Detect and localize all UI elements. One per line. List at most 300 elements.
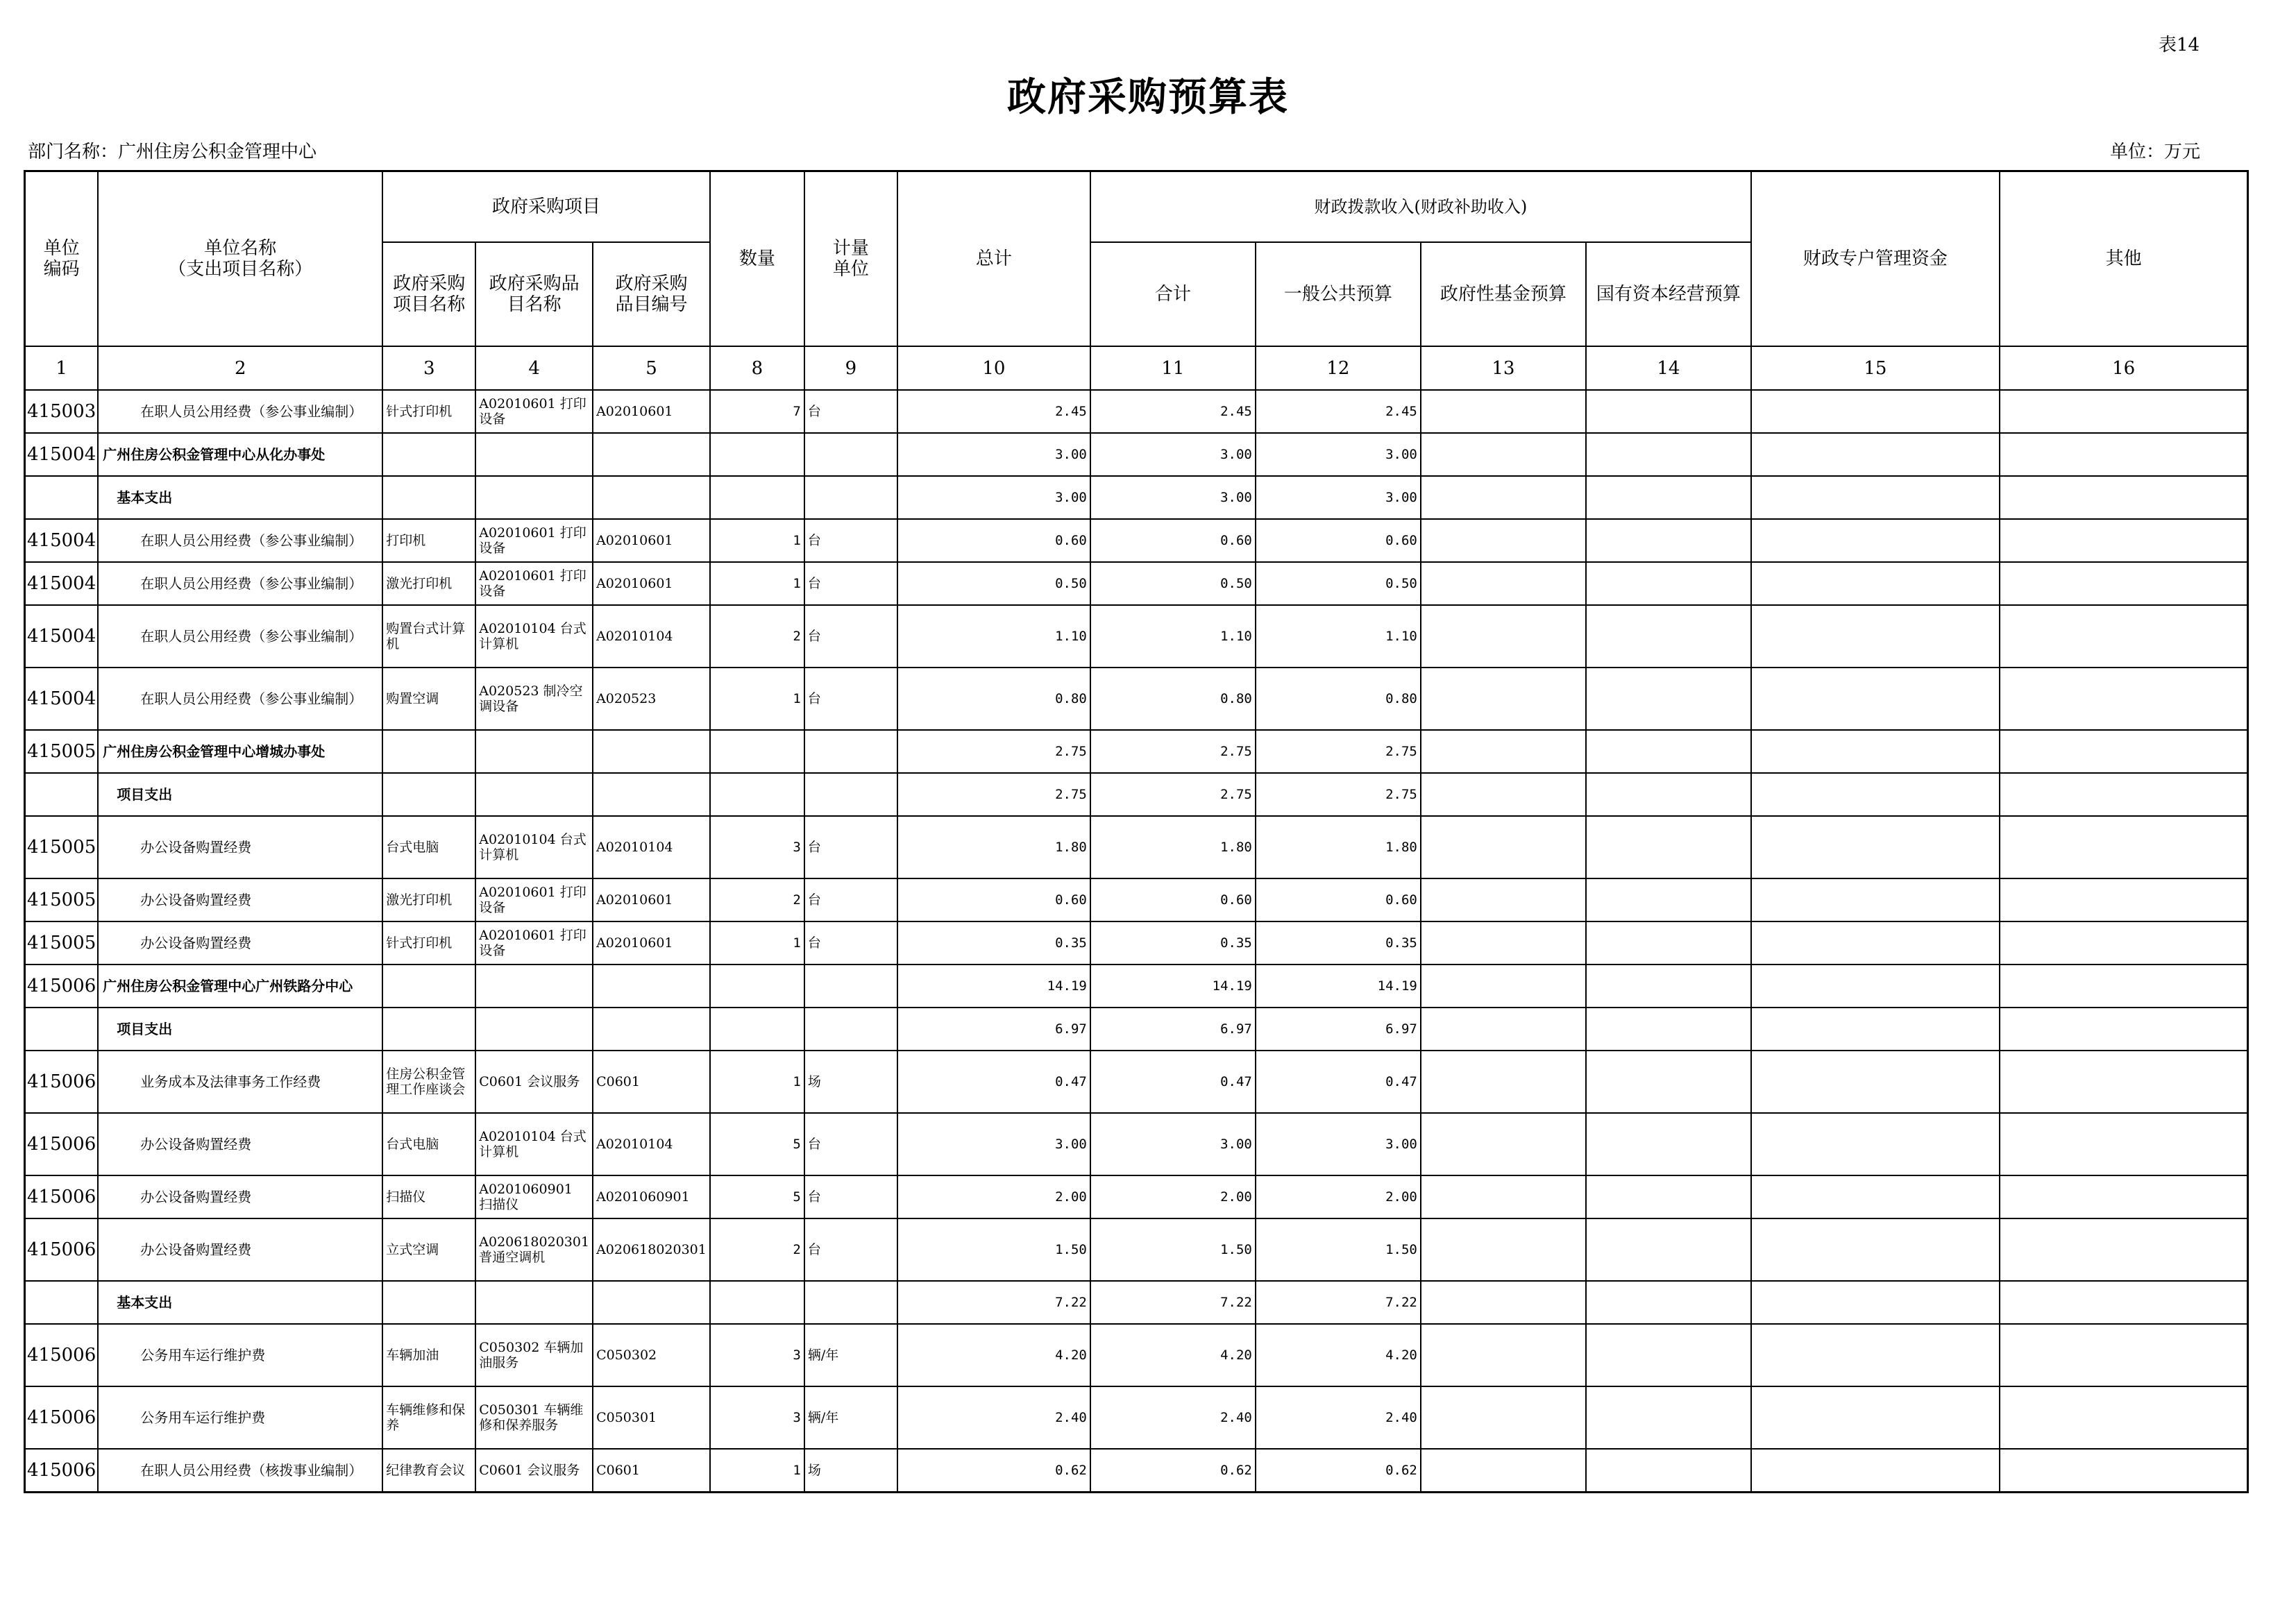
special-account-cell bbox=[1751, 878, 2000, 921]
proc-item-cell: 立式空调 bbox=[382, 1218, 475, 1281]
quantity-cell bbox=[710, 1281, 804, 1324]
quantity-cell: 7 bbox=[710, 390, 804, 433]
special-account-cell bbox=[1751, 1324, 2000, 1386]
special-account-cell bbox=[1751, 1113, 2000, 1175]
general-budget-cell: 3.00 bbox=[1256, 476, 1421, 519]
measure-unit-cell bbox=[804, 965, 897, 1008]
total-cell: 1.50 bbox=[897, 1218, 1090, 1281]
proc-category-cell bbox=[475, 433, 593, 476]
quantity-cell: 2 bbox=[710, 1218, 804, 1281]
subtotal-cell: 14.19 bbox=[1090, 965, 1256, 1008]
total-cell: 14.19 bbox=[897, 965, 1090, 1008]
special-account-cell bbox=[1751, 1281, 2000, 1324]
proc-item-cell: 激光打印机 bbox=[382, 562, 475, 605]
total-cell: 2.75 bbox=[897, 773, 1090, 816]
proc-category-cell bbox=[475, 476, 593, 519]
proc-item-cell: 台式电脑 bbox=[382, 816, 475, 878]
measure-unit-cell bbox=[804, 433, 897, 476]
state-capital-cell bbox=[1586, 1175, 1751, 1218]
proc-category-cell: C0601 会议服务 bbox=[475, 1449, 593, 1492]
table-row bbox=[25, 519, 2248, 562]
state-capital-cell bbox=[1586, 816, 1751, 878]
subtotal-cell: 2.00 bbox=[1090, 1175, 1256, 1218]
state-capital-cell bbox=[1586, 1281, 1751, 1324]
unit-code-cell: 415004 bbox=[25, 562, 99, 605]
other-cell bbox=[2000, 1051, 2248, 1113]
subtotal-cell: 4.20 bbox=[1090, 1324, 1256, 1386]
page-title: 政府采购预算表 bbox=[1007, 75, 1289, 120]
unit-code-cell: 415006 bbox=[25, 1324, 99, 1386]
proc-code-cell bbox=[593, 433, 710, 476]
total-cell: 0.80 bbox=[897, 668, 1090, 730]
unit-name-cell: 广州住房公积金管理中心广州铁路分中心 bbox=[98, 965, 382, 1008]
subtotal-cell: 3.00 bbox=[1090, 476, 1256, 519]
unit-label: 单位：万元 bbox=[2110, 142, 2201, 162]
proc-code-cell bbox=[593, 773, 710, 816]
special-account-cell bbox=[1751, 519, 2000, 562]
unit-code-cell: 415005 bbox=[25, 878, 99, 921]
unit-code-cell bbox=[25, 773, 99, 816]
subtotal-cell: 6.97 bbox=[1090, 1008, 1256, 1051]
other-cell bbox=[2000, 965, 2248, 1008]
gov-fund-cell bbox=[1421, 1386, 1586, 1449]
subtotal-cell: 3.00 bbox=[1090, 1113, 1256, 1175]
proc-category-cell: C050302 车辆加油服务 bbox=[475, 1324, 593, 1386]
measure-unit-cell: 台 bbox=[804, 390, 897, 433]
proc-code-cell: A02010601 bbox=[593, 878, 710, 921]
table-row bbox=[25, 1175, 2248, 1218]
general-budget-cell: 2.75 bbox=[1256, 773, 1421, 816]
measure-unit-cell bbox=[804, 1008, 897, 1051]
table-row bbox=[25, 921, 2248, 965]
proc-category-cell: A02010601 打印设备 bbox=[475, 390, 593, 433]
header-fiscal-income: 财政拨款收入(财政补助收入) bbox=[1090, 171, 1751, 243]
measure-unit-cell bbox=[804, 1281, 897, 1324]
unit-code-cell: 415004 bbox=[25, 668, 99, 730]
column-number: 4 bbox=[475, 346, 593, 390]
general-budget-cell: 2.40 bbox=[1256, 1386, 1421, 1449]
measure-unit-cell bbox=[804, 730, 897, 773]
quantity-cell: 1 bbox=[710, 668, 804, 730]
subtotal-cell: 2.40 bbox=[1090, 1386, 1256, 1449]
unit-code-cell: 415004 bbox=[25, 433, 99, 476]
subtotal-cell: 0.60 bbox=[1090, 878, 1256, 921]
proc-category-cell: A02010104 台式计算机 bbox=[475, 816, 593, 878]
state-capital-cell bbox=[1586, 668, 1751, 730]
proc-item-cell: 激光打印机 bbox=[382, 878, 475, 921]
measure-unit-cell: 台 bbox=[804, 562, 897, 605]
measure-unit-cell: 台 bbox=[804, 878, 897, 921]
general-budget-cell: 2.75 bbox=[1256, 730, 1421, 773]
table-row bbox=[25, 816, 2248, 878]
quantity-cell: 1 bbox=[710, 1449, 804, 1492]
proc-category-cell: A02010601 打印设备 bbox=[475, 519, 593, 562]
gov-fund-cell bbox=[1421, 1449, 1586, 1492]
proc-item-cell bbox=[382, 476, 475, 519]
header-state-capital-budget: 国有资本经营预算 bbox=[1586, 242, 1751, 346]
proc-category-cell: A02010104 台式计算机 bbox=[475, 605, 593, 668]
gov-fund-cell bbox=[1421, 730, 1586, 773]
proc-code-cell: A02010601 bbox=[593, 519, 710, 562]
special-account-cell bbox=[1751, 1218, 2000, 1281]
proc-category-cell: C0601 会议服务 bbox=[475, 1051, 593, 1113]
unit-name-cell: 广州住房公积金管理中心从化办事处 bbox=[98, 433, 382, 476]
table-row bbox=[25, 965, 2248, 1008]
other-cell bbox=[2000, 878, 2248, 921]
proc-category-cell: A020618020301 普通空调机 bbox=[475, 1218, 593, 1281]
subtotal-cell: 0.35 bbox=[1090, 921, 1256, 965]
other-cell bbox=[2000, 1008, 2248, 1051]
general-budget-cell: 0.80 bbox=[1256, 668, 1421, 730]
table-row bbox=[25, 605, 2248, 668]
proc-category-cell: A02010601 打印设备 bbox=[475, 878, 593, 921]
table-row bbox=[25, 1008, 2248, 1051]
proc-code-cell: C050301 bbox=[593, 1386, 710, 1449]
state-capital-cell bbox=[1586, 605, 1751, 668]
column-number: 9 bbox=[804, 346, 897, 390]
header-gov-procurement: 政府采购项目 bbox=[382, 171, 710, 243]
other-cell bbox=[2000, 1281, 2248, 1324]
total-cell: 0.60 bbox=[897, 878, 1090, 921]
proc-code-cell: A02010104 bbox=[593, 816, 710, 878]
general-budget-cell: 7.22 bbox=[1256, 1281, 1421, 1324]
column-number: 8 bbox=[710, 346, 804, 390]
state-capital-cell bbox=[1586, 773, 1751, 816]
gov-fund-cell bbox=[1421, 878, 1586, 921]
quantity-cell bbox=[710, 730, 804, 773]
header-special-account: 财政专户管理资金 bbox=[1751, 171, 2000, 347]
column-number-row bbox=[25, 346, 2248, 390]
subtotal-cell: 1.10 bbox=[1090, 605, 1256, 668]
header-subtotal: 合计 bbox=[1090, 242, 1256, 346]
procurement-budget-table bbox=[24, 170, 2249, 1493]
total-cell: 0.50 bbox=[897, 562, 1090, 605]
measure-unit-cell: 台 bbox=[804, 668, 897, 730]
other-cell bbox=[2000, 1324, 2248, 1386]
proc-code-cell: A02010601 bbox=[593, 390, 710, 433]
gov-fund-cell bbox=[1421, 605, 1586, 668]
special-account-cell bbox=[1751, 773, 2000, 816]
unit-code-cell: 415006 bbox=[25, 1386, 99, 1449]
proc-code-cell bbox=[593, 730, 710, 773]
subtotal-cell: 1.80 bbox=[1090, 816, 1256, 878]
subtotal-cell: 0.80 bbox=[1090, 668, 1256, 730]
unit-name-cell: 基本支出 bbox=[98, 1281, 382, 1324]
proc-category-cell: A0201060901 扫描仪 bbox=[475, 1175, 593, 1218]
proc-item-cell: 针式打印机 bbox=[382, 921, 475, 965]
proc-item-cell bbox=[382, 1008, 475, 1051]
unit-code-cell: 415006 bbox=[25, 1175, 99, 1218]
table-row bbox=[25, 1324, 2248, 1386]
total-cell: 2.75 bbox=[897, 730, 1090, 773]
header-other: 其他 bbox=[2000, 171, 2248, 347]
proc-category-cell: C050301 车辆维修和保养服务 bbox=[475, 1386, 593, 1449]
total-cell: 2.40 bbox=[897, 1386, 1090, 1449]
total-cell: 2.00 bbox=[897, 1175, 1090, 1218]
proc-category-cell: A02010104 台式计算机 bbox=[475, 1113, 593, 1175]
general-budget-cell: 6.97 bbox=[1256, 1008, 1421, 1051]
quantity-cell: 1 bbox=[710, 921, 804, 965]
proc-item-cell: 车辆加油 bbox=[382, 1324, 475, 1386]
table-number: 表14 bbox=[2159, 35, 2200, 56]
quantity-cell bbox=[710, 433, 804, 476]
table-row bbox=[25, 668, 2248, 730]
proc-code-cell: C050302 bbox=[593, 1324, 710, 1386]
total-cell: 0.35 bbox=[897, 921, 1090, 965]
unit-name-cell: 办公设备购置经费 bbox=[98, 816, 382, 878]
total-cell: 6.97 bbox=[897, 1008, 1090, 1051]
quantity-cell bbox=[710, 476, 804, 519]
special-account-cell bbox=[1751, 562, 2000, 605]
special-account-cell bbox=[1751, 390, 2000, 433]
gov-fund-cell bbox=[1421, 668, 1586, 730]
state-capital-cell bbox=[1586, 1218, 1751, 1281]
unit-code-cell: 415004 bbox=[25, 519, 99, 562]
header-proc-item-name: 政府采购 项目名称 bbox=[382, 242, 475, 346]
column-number: 16 bbox=[2000, 346, 2248, 390]
unit-code-cell bbox=[25, 1008, 99, 1051]
gov-fund-cell bbox=[1421, 921, 1586, 965]
unit-code-cell: 415006 bbox=[25, 1113, 99, 1175]
unit-code-cell: 415005 bbox=[25, 816, 99, 878]
general-budget-cell: 2.00 bbox=[1256, 1175, 1421, 1218]
unit-code-cell: 415004 bbox=[25, 605, 99, 668]
state-capital-cell bbox=[1586, 965, 1751, 1008]
proc-code-cell: A0201060901 bbox=[593, 1175, 710, 1218]
subtotal-cell: 7.22 bbox=[1090, 1281, 1256, 1324]
state-capital-cell bbox=[1586, 390, 1751, 433]
table-body bbox=[25, 390, 2248, 1492]
gov-fund-cell bbox=[1421, 476, 1586, 519]
special-account-cell bbox=[1751, 730, 2000, 773]
table-row bbox=[25, 1449, 2248, 1492]
state-capital-cell bbox=[1586, 1051, 1751, 1113]
total-cell: 0.62 bbox=[897, 1449, 1090, 1492]
other-cell bbox=[2000, 1386, 2248, 1449]
proc-code-cell: C0601 bbox=[593, 1449, 710, 1492]
header-general-budget: 一般公共预算 bbox=[1256, 242, 1421, 346]
total-cell: 3.00 bbox=[897, 1113, 1090, 1175]
subtotal-cell: 2.75 bbox=[1090, 773, 1256, 816]
unit-code-cell bbox=[25, 1281, 99, 1324]
special-account-cell bbox=[1751, 1175, 2000, 1218]
quantity-cell: 2 bbox=[710, 878, 804, 921]
general-budget-cell: 0.50 bbox=[1256, 562, 1421, 605]
state-capital-cell bbox=[1586, 476, 1751, 519]
total-cell: 3.00 bbox=[897, 476, 1090, 519]
special-account-cell bbox=[1751, 965, 2000, 1008]
unit-name-cell: 业务成本及法律事务工作经费 bbox=[98, 1051, 382, 1113]
gov-fund-cell bbox=[1421, 1175, 1586, 1218]
table-row bbox=[25, 1051, 2248, 1113]
state-capital-cell bbox=[1586, 1324, 1751, 1386]
proc-item-cell bbox=[382, 965, 475, 1008]
proc-item-cell: 扫描仪 bbox=[382, 1175, 475, 1218]
unit-name-cell: 在职人员公用经费（参公事业编制） bbox=[98, 519, 382, 562]
other-cell bbox=[2000, 921, 2248, 965]
column-number: 2 bbox=[98, 346, 382, 390]
special-account-cell bbox=[1751, 433, 2000, 476]
unit-code-cell: 415006 bbox=[25, 1051, 99, 1113]
measure-unit-cell: 辆/年 bbox=[804, 1324, 897, 1386]
gov-fund-cell bbox=[1421, 433, 1586, 476]
header-unit-name: 单位名称 （支出项目名称） bbox=[98, 171, 382, 347]
proc-category-cell bbox=[475, 730, 593, 773]
subtotal-cell: 2.45 bbox=[1090, 390, 1256, 433]
unit-code-cell: 415005 bbox=[25, 921, 99, 965]
unit-code-cell: 415005 bbox=[25, 730, 99, 773]
measure-unit-cell: 台 bbox=[804, 605, 897, 668]
quantity-cell: 1 bbox=[710, 562, 804, 605]
general-budget-cell: 1.10 bbox=[1256, 605, 1421, 668]
proc-category-cell: A02010601 打印设备 bbox=[475, 562, 593, 605]
unit-name-cell: 在职人员公用经费（核拨事业编制） bbox=[98, 1449, 382, 1492]
state-capital-cell bbox=[1586, 921, 1751, 965]
header-quantity: 数量 bbox=[710, 171, 804, 347]
gov-fund-cell bbox=[1421, 1324, 1586, 1386]
gov-fund-cell bbox=[1421, 562, 1586, 605]
table-row bbox=[25, 1386, 2248, 1449]
quantity-cell: 1 bbox=[710, 1051, 804, 1113]
unit-code-cell: 415003 bbox=[25, 390, 99, 433]
proc-item-cell bbox=[382, 730, 475, 773]
state-capital-cell bbox=[1586, 562, 1751, 605]
general-budget-cell: 3.00 bbox=[1256, 1113, 1421, 1175]
unit-name-cell: 在职人员公用经费（参公事业编制） bbox=[98, 562, 382, 605]
proc-item-cell bbox=[382, 773, 475, 816]
subtotal-cell: 2.75 bbox=[1090, 730, 1256, 773]
unit-name-cell: 在职人员公用经费（参公事业编制） bbox=[98, 390, 382, 433]
header-total: 总计 bbox=[897, 171, 1090, 347]
column-number: 10 bbox=[897, 346, 1090, 390]
table-header bbox=[25, 171, 2248, 391]
header-gov-fund-budget: 政府性基金预算 bbox=[1421, 242, 1586, 346]
proc-item-cell bbox=[382, 433, 475, 476]
table-row bbox=[25, 1281, 2248, 1324]
quantity-cell: 3 bbox=[710, 816, 804, 878]
quantity-cell: 5 bbox=[710, 1113, 804, 1175]
gov-fund-cell bbox=[1421, 773, 1586, 816]
other-cell bbox=[2000, 605, 2248, 668]
proc-code-cell bbox=[593, 965, 710, 1008]
quantity-cell: 3 bbox=[710, 1324, 804, 1386]
measure-unit-cell: 场 bbox=[804, 1449, 897, 1492]
other-cell bbox=[2000, 816, 2248, 878]
total-cell: 7.22 bbox=[897, 1281, 1090, 1324]
measure-unit-cell: 台 bbox=[804, 921, 897, 965]
quantity-cell bbox=[710, 773, 804, 816]
column-number: 14 bbox=[1586, 346, 1751, 390]
state-capital-cell bbox=[1586, 433, 1751, 476]
proc-category-cell bbox=[475, 1008, 593, 1051]
total-cell: 1.80 bbox=[897, 816, 1090, 878]
general-budget-cell: 1.80 bbox=[1256, 816, 1421, 878]
table-row bbox=[25, 1218, 2248, 1281]
proc-category-cell bbox=[475, 773, 593, 816]
unit-name-cell: 在职人员公用经费（参公事业编制） bbox=[98, 605, 382, 668]
proc-code-cell: A020618020301 bbox=[593, 1218, 710, 1281]
unit-code-cell: 415006 bbox=[25, 1218, 99, 1281]
measure-unit-cell: 场 bbox=[804, 1051, 897, 1113]
table-row bbox=[25, 476, 2248, 519]
unit-name-cell: 项目支出 bbox=[98, 1008, 382, 1051]
measure-unit-cell bbox=[804, 476, 897, 519]
special-account-cell bbox=[1751, 668, 2000, 730]
table-row bbox=[25, 562, 2248, 605]
proc-code-cell: A02010104 bbox=[593, 605, 710, 668]
measure-unit-cell: 辆/年 bbox=[804, 1386, 897, 1449]
gov-fund-cell bbox=[1421, 390, 1586, 433]
state-capital-cell bbox=[1586, 730, 1751, 773]
unit-code-cell: 415006 bbox=[25, 965, 99, 1008]
total-cell: 4.20 bbox=[897, 1324, 1090, 1386]
subtotal-cell: 0.47 bbox=[1090, 1051, 1256, 1113]
general-budget-cell: 0.62 bbox=[1256, 1449, 1421, 1492]
proc-code-cell: A02010104 bbox=[593, 1113, 710, 1175]
quantity-cell: 2 bbox=[710, 605, 804, 668]
unit-name-cell: 在职人员公用经费（参公事业编制） bbox=[98, 668, 382, 730]
unit-name-cell: 办公设备购置经费 bbox=[98, 921, 382, 965]
special-account-cell bbox=[1751, 816, 2000, 878]
proc-item-cell: 购置空调 bbox=[382, 668, 475, 730]
other-cell bbox=[2000, 1218, 2248, 1281]
proc-category-cell: A020523 制冷空调设备 bbox=[475, 668, 593, 730]
table-row bbox=[25, 1113, 2248, 1175]
proc-code-cell bbox=[593, 476, 710, 519]
subtotal-cell: 3.00 bbox=[1090, 433, 1256, 476]
special-account-cell bbox=[1751, 1386, 2000, 1449]
quantity-cell: 3 bbox=[710, 1386, 804, 1449]
measure-unit-cell: 台 bbox=[804, 1113, 897, 1175]
total-cell: 2.45 bbox=[897, 390, 1090, 433]
proc-code-cell: C0601 bbox=[593, 1051, 710, 1113]
special-account-cell bbox=[1751, 921, 2000, 965]
column-number: 3 bbox=[382, 346, 475, 390]
column-number: 12 bbox=[1256, 346, 1421, 390]
total-cell: 1.10 bbox=[897, 605, 1090, 668]
header-proc-cat-code: 政府采购 品目编号 bbox=[593, 242, 710, 346]
subtotal-cell: 1.50 bbox=[1090, 1218, 1256, 1281]
unit-name-cell: 项目支出 bbox=[98, 773, 382, 816]
special-account-cell bbox=[1751, 605, 2000, 668]
unit-name-cell: 公务用车运行维护费 bbox=[98, 1386, 382, 1449]
special-account-cell bbox=[1751, 476, 2000, 519]
gov-fund-cell bbox=[1421, 1008, 1586, 1051]
gov-fund-cell bbox=[1421, 816, 1586, 878]
department-name: 部门名称：广州住房公积金管理中心 bbox=[28, 142, 317, 162]
special-account-cell bbox=[1751, 1051, 2000, 1113]
proc-item-cell: 针式打印机 bbox=[382, 390, 475, 433]
state-capital-cell bbox=[1586, 878, 1751, 921]
other-cell bbox=[2000, 562, 2248, 605]
table-row bbox=[25, 878, 2248, 921]
other-cell bbox=[2000, 773, 2248, 816]
quantity-cell bbox=[710, 1008, 804, 1051]
proc-code-cell bbox=[593, 1008, 710, 1051]
other-cell bbox=[2000, 476, 2248, 519]
other-cell bbox=[2000, 668, 2248, 730]
header-unit-code: 单位 编码 bbox=[25, 171, 99, 347]
other-cell bbox=[2000, 1449, 2248, 1492]
proc-item-cell: 住房公积金管理工作座谈会 bbox=[382, 1051, 475, 1113]
state-capital-cell bbox=[1586, 1449, 1751, 1492]
state-capital-cell bbox=[1586, 1008, 1751, 1051]
gov-fund-cell bbox=[1421, 1051, 1586, 1113]
other-cell bbox=[2000, 730, 2248, 773]
total-cell: 0.47 bbox=[897, 1051, 1090, 1113]
column-number: 1 bbox=[25, 346, 99, 390]
gov-fund-cell bbox=[1421, 1218, 1586, 1281]
